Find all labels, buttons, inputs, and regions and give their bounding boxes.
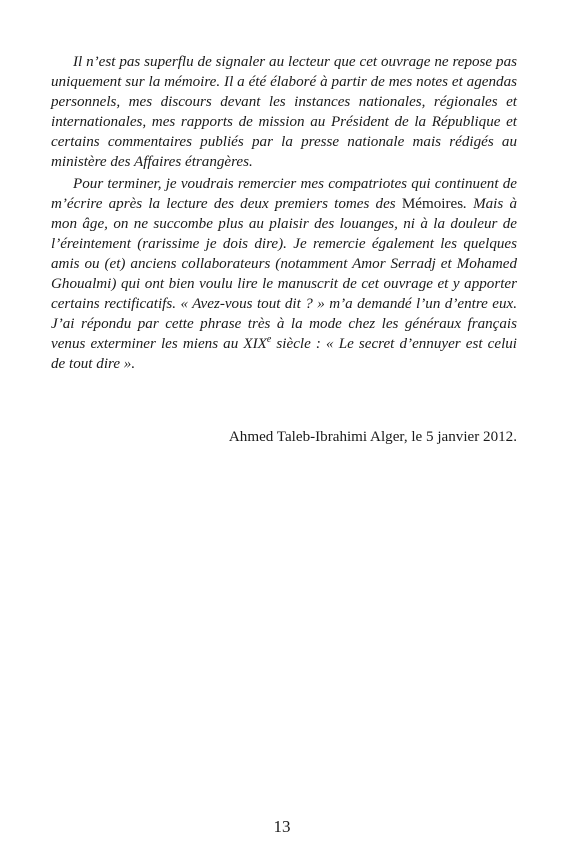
century-numeral: XIX — [243, 336, 267, 352]
paragraph-thanks — [51, 174, 517, 374]
author-signature-line: Ahmed Taleb-Ibrahimi Alger, le 5 janvier 2012. — [228, 429, 517, 445]
page-number: 13 — [273, 817, 291, 836]
body-text — [51, 52, 517, 374]
paragraph-thanks-part-1: Pour terminer, je voudrais remercier mes compatriotes qui continuent de m’écrire après la lecture des deux premiers tomes des — [51, 176, 517, 212]
paragraph-thanks-part-2: . Mais à mon âge, on ne succombe plus au plaisir des louanges, ni à la douleur de l’éreintement (rarissime je dois dire). Je remercie également les quelques amis ou (et) anciens collaborateurs (notamment Amor Serradj et Mohamed Ghoualmi) qui ont bien voulu lire le manuscrit de cet ouvrage et y apporter certains rectificatifs. « Avez-vous tout dit ? » m’a demandé l’un d’entre eux. J’ai répondu par cette phrase très à la mode chez les généraux français venus exterminer les miens au — [51, 196, 518, 352]
memoires-title: Mémoires — [401, 196, 464, 212]
century-superscript: e — [266, 334, 272, 345]
paragraph-thanks-part-3: siècle : « Le secret d’ennuyer est celui de tout dire ». — [51, 336, 518, 372]
paragraph-sources: Il n’est pas superflu de signaler au lecteur que cet ouvrage ne repose pas uniquement sur la mémoire. Il a été élaboré à partir de mes notes et agendas personnels, mes discours devant les instances nationales, régionales et internationales, mes rapports de mission au Président de la République et certains commentaires publiés par la presse nationale mais rédigés au ministère des Affaires étrangères. — [51, 54, 517, 170]
